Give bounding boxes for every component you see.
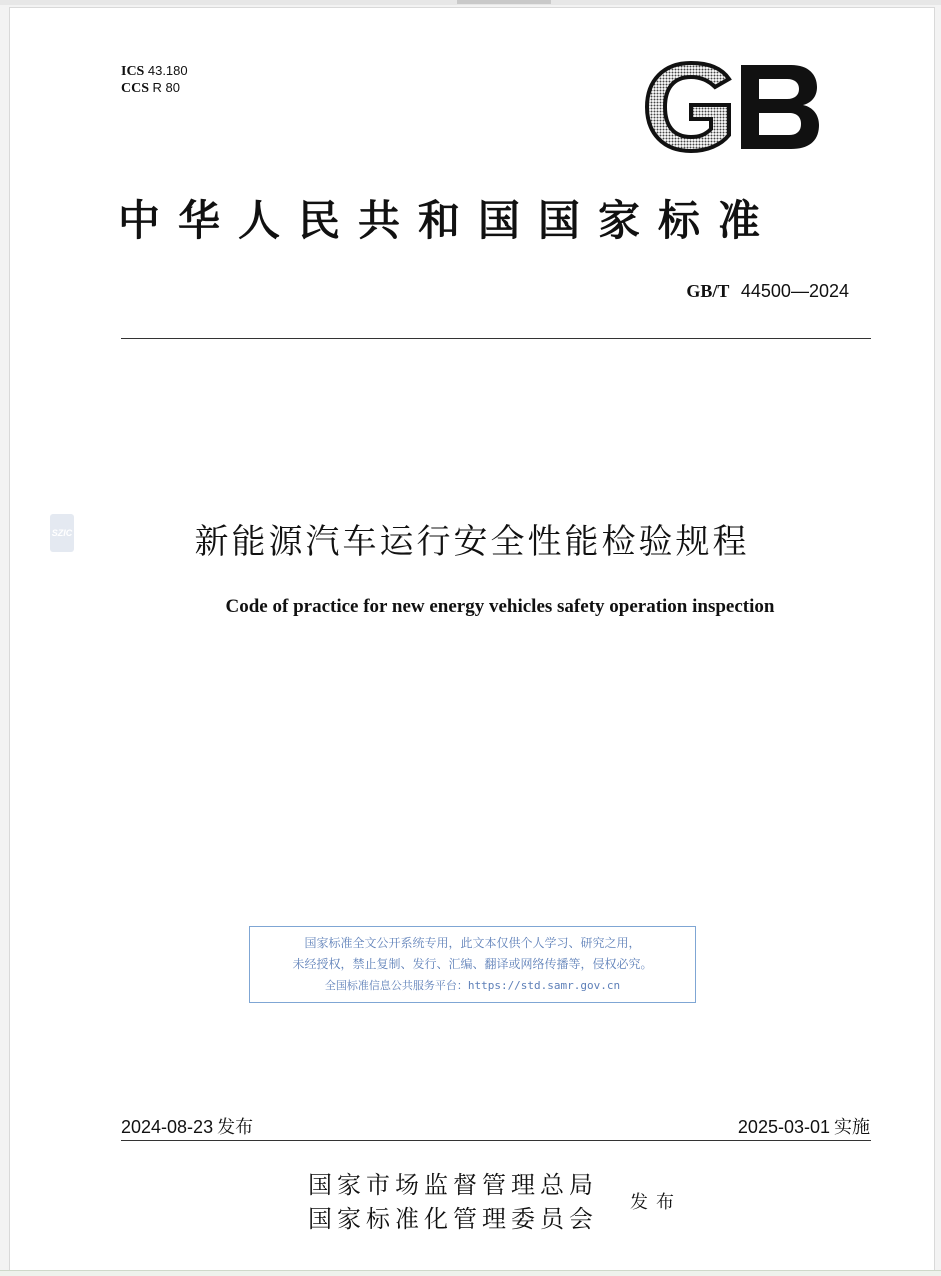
gb-logo bbox=[641, 59, 821, 155]
document-page bbox=[9, 7, 935, 1271]
viewer-tab-indicator[interactable] bbox=[457, 0, 551, 4]
notice-line-2: 未经授权，禁止复制、发行、汇编、翻译或网络传播等，侵权必究。 bbox=[292, 957, 653, 971]
issuer-samr: 国家市场监督管理总局 bbox=[308, 1171, 598, 1199]
issued-label: 发布 bbox=[630, 1192, 682, 1213]
classification-codes bbox=[121, 63, 188, 97]
issuing-organizations bbox=[308, 1168, 598, 1236]
standard-number: GB/T 44500—2024 bbox=[686, 281, 849, 301]
issuer-sac: 国家标准化管理委员会 bbox=[308, 1205, 598, 1233]
standard-type: 中华人民共和国国家标准 bbox=[118, 196, 779, 245]
ccs-code: CCS R 80 bbox=[121, 80, 180, 96]
title-english: Code of practice for new energy vehicles safety operation inspection bbox=[225, 596, 775, 617]
ics-code: ICS 43.180 bbox=[121, 63, 188, 79]
header-divider bbox=[121, 338, 871, 339]
publish-date: 2024-08-23 发布 bbox=[121, 1117, 254, 1138]
notice-line-1: 国家标准全文公开系统专用，此文本仅供个人学习、研究之用， bbox=[304, 936, 641, 950]
side-tab-icon[interactable]: SZIC bbox=[50, 514, 74, 552]
viewer-bottom-bar bbox=[0, 1270, 941, 1276]
effective-date: 2025-03-01 实施 bbox=[737, 1117, 870, 1138]
notice-url[interactable]: https://std.samr.gov.cn bbox=[467, 979, 621, 992]
title-chinese: 新能源汽车运行安全性能检验规程 bbox=[194, 522, 750, 562]
footer-divider bbox=[121, 1140, 871, 1141]
copyright-notice bbox=[249, 926, 696, 1003]
notice-line-3: 全国标准信息公共服务平台：https://std.samr.gov.cn bbox=[324, 979, 621, 992]
